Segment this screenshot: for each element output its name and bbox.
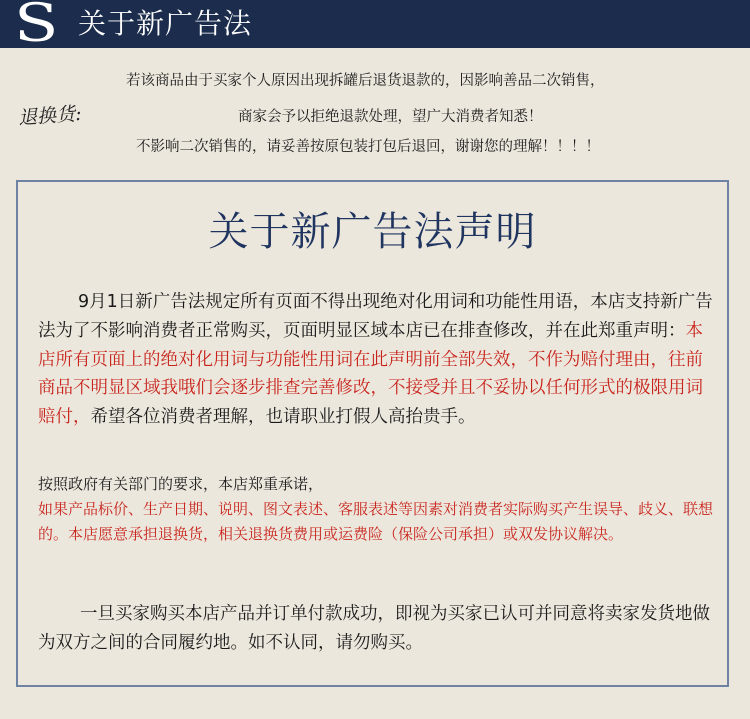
header-banner: [0, 0, 750, 54]
returns-line-3: 不影响二次销售的，请妥善按原包装打包后退回，谢谢您的理解！！！！: [136, 139, 600, 155]
header-title: 关于新广告法: [78, 7, 253, 40]
statement-paragraph-2: [38, 472, 718, 547]
returns-label: 退换货:: [17, 102, 83, 130]
statement-paragraph-1: [38, 288, 718, 432]
statement-heading: 关于新广告法声明: [208, 209, 537, 255]
para2-red-text: 如果产品标价、生产日期、说明、图文表述、客服表述等因素对消费者实际购买产生误导、歧义、联想的。本店愿意承担退换货，相关退换货费用或运费险（保险公司承担）或双发协议解决。: [38, 500, 714, 543]
returns-notice: [0, 48, 750, 168]
para1-red-text: 本店所有页面上的绝对化用词与功能性用词在此声明前全部失效，不作为赔付理由，往前商品不明显区域我哦们会逐步排查完善修改，不接受并且不妥协以任何形式的极限用词赔付，: [38, 320, 703, 428]
returns-line-2: 商家会予以拒绝退款处理，望广大消费者知悉！: [238, 109, 543, 125]
para1-text: 9月1日新广告法规定所有页面不得出现绝对化用词和功能性用语，本店支持新广告法为了不影响消费者正常购买，页面明显区域本店已在排查修改，并在此郑重声明：: [38, 292, 713, 341]
ad-law-statement-box: [16, 180, 729, 687]
para2-intro: 按照政府有关部门的要求，本店郑重承诺，: [38, 475, 324, 493]
statement-paragraph-3: [38, 600, 718, 658]
returns-line-1: 若该商品由于买家个人原因出现拆罐后退货退款的，因影响善品二次销售，: [126, 73, 605, 89]
brand-logo-s: S: [14, 0, 59, 54]
para1-end-text: 希望各位消费者理解，也请职业打假人高抬贵手。: [90, 407, 476, 428]
para3-text: 一旦买家购买本店产品并订单付款成功，即视为买家已认可并同意将卖家发货地做为双方之间的合同履约地。如不认同，请勿购买。: [38, 604, 710, 653]
